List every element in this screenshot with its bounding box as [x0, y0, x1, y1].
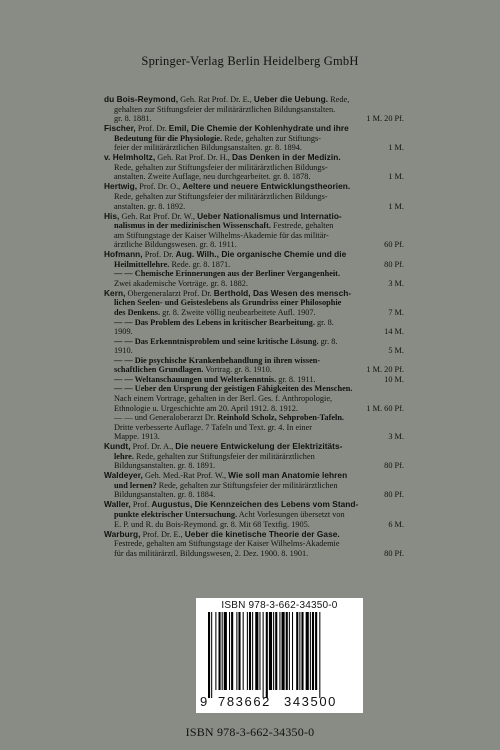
entry-bold-text: Berthold, Das Wesen des mensch- — [213, 288, 352, 298]
barcode-bar — [224, 612, 227, 690]
entry-line — [104, 172, 404, 182]
entry-bold-text: Hertwig, — [104, 182, 138, 192]
entry-text: für das militärärztl. Bildungswesen, 2. Dez. 1900. 8. 1901. — [114, 548, 309, 558]
entry-line — [104, 250, 404, 260]
entry-text: Nach einem Vortrage, gehalten in der Berl. Ges. f. Anthropologie, — [114, 393, 333, 403]
publication-entry — [104, 182, 404, 211]
barcode-bar — [306, 612, 309, 690]
entry-line — [104, 134, 404, 144]
entry-line — [104, 461, 404, 471]
barcode-digit-group-right: 343500 — [284, 694, 337, 709]
barcode-bar — [299, 612, 300, 690]
barcode-bar — [312, 612, 314, 690]
entry-line — [104, 240, 404, 250]
entry-text: Obergeneralarzt Prof. Dr. — [125, 288, 214, 298]
entry-line — [104, 413, 404, 423]
entry-price: 1 M. 20 Pf. — [366, 114, 404, 124]
entry-line — [104, 510, 404, 520]
entry-bold-text: schaftlichen Grundlagen. — [114, 365, 204, 375]
entry-text: gr. 8. 1881. — [114, 114, 152, 124]
entry-bold-text: — — Weltanschauungen und Welterkenntnis. — [114, 374, 277, 384]
barcode-bar — [263, 612, 264, 698]
entry-price: 3 M. — [388, 432, 404, 442]
barcode-bar — [273, 612, 274, 690]
entry-text: gehalten zur Stiftungsfeier der militärärztlichen Bildungsanstalten. — [114, 104, 336, 114]
publication-entry — [104, 500, 404, 529]
barcode-bar — [211, 612, 212, 698]
entry-bold-text: Reinhold Scholz, Sehproben-Tafeln. — [217, 413, 345, 423]
publication-entry — [104, 442, 404, 471]
entry-line — [104, 365, 404, 375]
entry-line — [104, 423, 404, 433]
entry-line — [104, 182, 404, 192]
entry-price: 80 Pf. — [384, 490, 404, 500]
barcode-bar — [319, 612, 320, 698]
entry-text: feier der militärärztlichen Bildungsanstalten. gr. 8. 1894. — [114, 143, 303, 153]
entry-bold-text: Augustus, Die Kennzeichen des Lebens vom Stand- — [151, 500, 359, 510]
entry-bold-text: Fischer, — [104, 124, 136, 134]
entry-text: Festrede, gehalten am Stiftungstage der Kaiser Wilhelms-Akademie — [114, 539, 340, 549]
publication-entry — [104, 530, 404, 559]
entry-text: Mappe. 1913. — [114, 432, 160, 442]
entry-text: ärztliche Bildungswesen. gr. 8. 1911. — [114, 240, 237, 250]
entry-line — [104, 114, 404, 124]
entry-text: Prof. Dr. E., — [140, 529, 185, 539]
entry-bold-text: Bedeutung für die Physiologie. — [114, 133, 223, 143]
entry-text: Rede, gehalten zur Stiftungsfeier der militärärztlichen — [133, 451, 315, 461]
entry-price: 10 M. — [384, 374, 404, 384]
entry-line — [104, 549, 404, 559]
entry-bold-text: du Bois-Reymond, — [104, 95, 179, 104]
entry-line — [104, 260, 404, 270]
entry-bold-text: Ueber Nationalismus und Internatio- — [197, 211, 342, 221]
entry-text: Acht Vorlesungen übersetzt von — [237, 510, 345, 520]
entry-price: 6 M. — [388, 519, 404, 529]
entry-bold-text: nalismus in der medizinischen Wissenschaft. — [114, 221, 271, 231]
barcode-bar — [292, 612, 293, 690]
entry-bold-text: Ueber die Uebung. — [253, 95, 329, 104]
publication-entry — [104, 250, 404, 288]
entry-bold-text: Wie soll man Anatomie lehren — [228, 471, 348, 481]
entry-line — [104, 384, 404, 394]
entry-text: — — und Generaloberarzt Dr. — [114, 413, 218, 423]
entry-price: 5 M. — [388, 346, 404, 356]
entry-bold-text: Heilmittellehre. — [114, 259, 170, 269]
entry-line — [104, 124, 404, 134]
entry-text: 1910. — [114, 346, 133, 356]
publication-entry — [104, 124, 404, 153]
entry-line — [104, 481, 404, 491]
entry-price: 80 Pf. — [384, 259, 404, 269]
entry-line — [104, 356, 404, 366]
entry-text: Ethnologie u. Urgeschichte am 20. April 1912. 8. 1912. — [114, 403, 298, 413]
entry-line — [104, 221, 404, 231]
entry-text: am Stiftungstage der Kaiser Wilhelms-Akademie für das militär- — [114, 230, 329, 240]
barcode-bar — [231, 612, 233, 690]
barcode-bar — [286, 612, 288, 690]
entry-text: anstalten. gr. 8. 1892. — [114, 201, 186, 211]
entry-price: 1 M. 60 Pf. — [366, 403, 404, 413]
entry-line — [104, 404, 404, 414]
barcode-bar — [208, 612, 210, 698]
entry-text: Rede, gehalten zur Stiftungs- — [222, 133, 322, 143]
entry-line — [104, 500, 404, 510]
entry-text: gr. 8. — [314, 317, 334, 327]
barcode-bar — [275, 612, 277, 690]
entry-text: Geh. Rat Prof. Dr. E., — [178, 95, 254, 104]
entry-line — [104, 346, 404, 356]
barcode-bar — [249, 612, 251, 690]
barcode-bar — [279, 612, 280, 690]
entry-text: Rede, gehalten zur Stiftungsfeier der militärärztlichen — [156, 480, 338, 490]
entry-text: anstalten. Zweite Auflage, neu durchgearbeitet. gr. 8. 1878. — [114, 172, 311, 182]
entry-price: 1 M. — [388, 201, 404, 211]
barcode-bar — [282, 612, 285, 690]
entry-text: Prof. Dr. O., — [137, 182, 183, 192]
entry-bold-text: des Denkens. — [114, 308, 161, 318]
entry-text: Geh. Med.-Rat Prof. W., — [142, 471, 229, 481]
barcode-bar — [236, 612, 237, 690]
barcode-bar — [219, 612, 221, 690]
entry-text: Zwei akademische Vorträge. gr. 8. 1882. — [114, 278, 249, 288]
barcode-bar — [238, 612, 240, 690]
entry-bold-text: — — Chemische Erinnerungen aus der Berliner Vergangenheit. — [114, 269, 341, 279]
entry-bold-text: Warburg, — [104, 529, 141, 539]
barcode-bar — [222, 612, 223, 690]
entry-bold-text: — — Das Erkenntnisproblem und seine kritische Lösung. — [114, 336, 319, 346]
entry-text: Rede, — [328, 95, 350, 104]
entry-price: 80 Pf. — [384, 461, 404, 471]
entry-line — [104, 289, 404, 299]
entry-bold-text: Kundt, — [104, 442, 131, 452]
barcode-bar — [269, 612, 272, 690]
entry-line — [104, 212, 404, 222]
entry-price: 7 M. — [388, 308, 404, 318]
entry-line — [104, 192, 404, 202]
entry-bold-text: — — Ueber den Ursprung der geistigen Fähigkeiten des Menschen. — [114, 384, 353, 394]
entry-price: 14 M. — [384, 327, 404, 337]
entry-text: Rede, gehalten zur Stiftungsfeier der militärärztlichen Bildungs- — [114, 162, 328, 172]
entry-text: gr. 8. 1911. — [276, 374, 316, 384]
barcode-bar — [259, 612, 260, 690]
entry-bold-text: Kern, — [104, 288, 126, 298]
entry-bold-text: Die neuere Entwickelung der Elektrizitäts- — [175, 442, 343, 452]
barcode-bar — [296, 612, 298, 690]
entry-line — [104, 163, 404, 173]
barcode-bar — [252, 612, 253, 690]
entry-line — [104, 143, 404, 153]
entry-bold-text: — — Die psychische Krankenbehandlung in ihren wissen- — [114, 355, 321, 365]
entry-text: gr. 8. — [318, 336, 338, 346]
barcode-bar — [301, 612, 303, 690]
barcode-label — [196, 598, 363, 713]
barcode-bar — [266, 612, 268, 698]
entry-line — [104, 490, 404, 500]
entry-bold-text: — — Das Problem des Lebens in kritischer Bearbeitung. — [114, 317, 315, 327]
barcode-digit-group-left: 783662 — [218, 694, 271, 709]
barcode-bar — [315, 612, 317, 690]
entry-text: 1909. — [114, 327, 133, 337]
entry-bold-text: v. Helmholtz, — [104, 153, 156, 163]
entry-text: Prof. Dr. A., — [130, 442, 176, 452]
entry-line — [104, 202, 404, 212]
entry-bold-text: Aug. Wilh., Die organische Chemie und die — [175, 250, 347, 260]
barcode-bar — [229, 612, 230, 690]
entry-line — [104, 95, 404, 105]
entry-price: 80 Pf. — [384, 548, 404, 558]
publication-entry — [104, 471, 404, 500]
entry-price: 1 M. — [388, 143, 404, 153]
entry-text: Rede, gehalten zur Stiftungsfeier der militärärztlichen Bildungs- — [114, 191, 328, 201]
entry-line — [104, 471, 404, 481]
barcode-bar — [243, 612, 244, 690]
barcode-digit-lead: 9 — [200, 694, 209, 709]
publication-entry — [104, 289, 404, 442]
entry-text: Dritte verbesserte Auflage. 7 Tafeln und Text. gr. 4. In einer — [114, 422, 313, 432]
entry-text: Bildungsanstalten. gr. 8. 1884. — [114, 490, 216, 500]
entry-line — [104, 231, 404, 241]
entry-bold-text: Ueber die kinetische Theorie der Gase. — [184, 529, 340, 539]
entry-bold-text: Hofmann, — [104, 250, 143, 260]
entry-bold-text: Das Denken in der Medizin. — [231, 153, 341, 163]
barcode-bar — [310, 612, 311, 690]
entry-line — [104, 308, 404, 318]
entry-line — [104, 375, 404, 385]
entry-line — [104, 269, 404, 279]
entry-line — [104, 279, 404, 289]
entry-bold-text: punkte elektrischer Untersuchung. — [114, 510, 238, 520]
barcode-bar — [289, 612, 290, 690]
barcode-bar — [215, 612, 216, 690]
entry-bold-text: Aeltere und neuere Entwicklungstheorien. — [182, 182, 351, 192]
entry-bold-text: His, — [104, 211, 120, 221]
entry-line — [104, 432, 404, 442]
entry-text: Prof. — [130, 500, 152, 510]
entry-bold-text: Waller, — [104, 500, 131, 510]
entry-price: 1 M. — [388, 172, 404, 182]
publication-entry — [104, 95, 404, 124]
entry-line — [104, 539, 404, 549]
entry-line — [104, 298, 404, 308]
entry-line — [104, 520, 404, 530]
publication-list — [104, 95, 404, 559]
entry-bold-text: Emil, Die Chemie der Kohlenhydrate und ihre — [168, 124, 349, 134]
entry-bold-text: und lernen? — [114, 480, 157, 490]
barcode-bar — [255, 612, 258, 690]
entry-text: E. P. und R. du Bois-Reymond. gr. 8. Mit 68 Textfig. 1905. — [114, 519, 310, 529]
entry-text: Vortrag. gr. 8. 1910. — [203, 365, 272, 375]
publication-entry — [104, 212, 404, 250]
entry-text: Prof. Dr. — [135, 124, 169, 134]
entry-line — [104, 153, 404, 163]
entry-price: 60 Pf. — [384, 240, 404, 250]
entry-text: gr. 8. Zweite völlig neubearbeitete Aufl. 1907. — [160, 308, 316, 318]
publication-entry — [104, 153, 404, 182]
entry-text: Geh. Rat Prof. Dr. W., — [119, 211, 198, 221]
barcode-bar — [247, 612, 248, 690]
entry-line — [104, 327, 404, 337]
entry-text: Geh. Rat Prof. Dr. H., — [155, 153, 232, 163]
entry-line — [104, 337, 404, 347]
entry-text: Festrede, gehalten — [270, 221, 334, 231]
entry-text: Prof. Dr. — [142, 250, 176, 260]
barcode-isbn-text: ISBN 978-3-662-34350-0 — [221, 600, 338, 611]
entry-line — [104, 442, 404, 452]
entry-line — [104, 394, 404, 404]
entry-price: 3 M. — [388, 278, 404, 288]
entry-line — [104, 318, 404, 328]
entry-line — [104, 452, 404, 462]
entry-bold-text: lehre. — [114, 451, 134, 461]
entry-text: Rede. gr. 8. 1871. — [169, 259, 231, 269]
entry-line — [104, 105, 404, 115]
entry-text: Bildungsanstalten. gr. 8. 1891. — [114, 461, 216, 471]
entry-price: 1 M. 20 Pf. — [366, 365, 404, 375]
entry-bold-text: Waldeyer, — [104, 471, 143, 481]
publisher-line: Springer-Verlag Berlin Heidelberg GmbH — [141, 54, 359, 68]
entry-line — [104, 530, 404, 540]
entry-bold-text: lichen Seelen- und Geisteslebens als Grundriss einer Philosophie — [114, 298, 342, 308]
barcode-bars — [208, 612, 351, 700]
isbn-footer: ISBN 978-3-662-34350-0 — [185, 725, 315, 739]
